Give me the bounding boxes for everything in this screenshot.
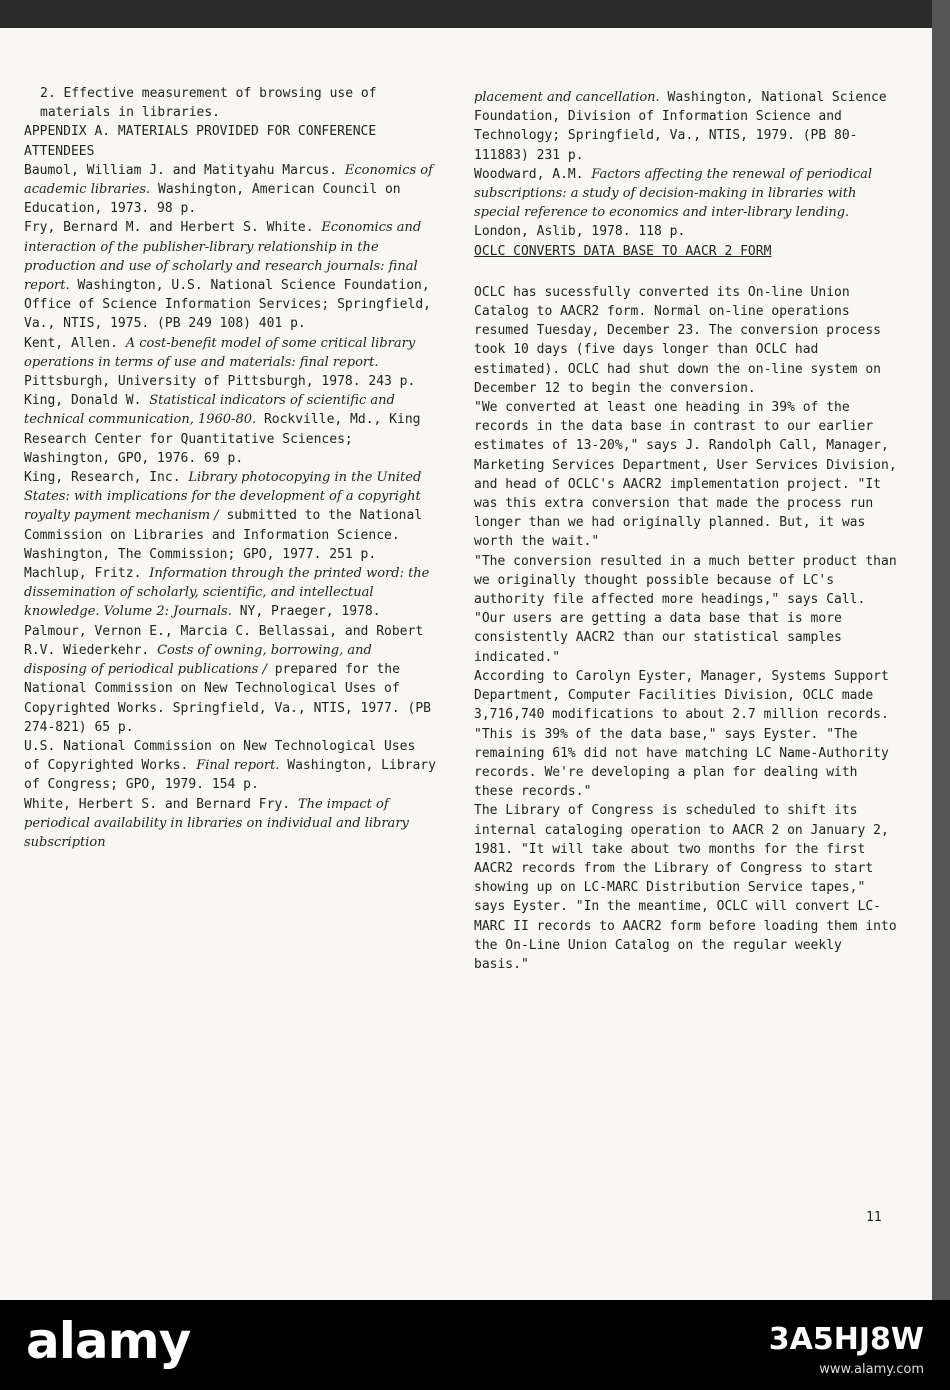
entry-author: Woodward, A.M.: [474, 166, 584, 182]
entry-title: Library photocopying in the United States: with implications for the development of a copyright royalty payment mechanism /: [24, 470, 422, 524]
alamy-logo: alamy: [26, 1312, 191, 1370]
entry-details: London, Aslib, 1978. 118 p.: [474, 224, 686, 240]
entry-author: Fry, Bernard M. and Herbert S. White.: [24, 220, 314, 236]
watermark-banner: [0, 1300, 950, 1390]
scan-top-border: [0, 0, 950, 28]
entry-details: Washington, National Science Foundation, Division of Information Science and Technology; Springfield, Va., NTIS, 1979. (PB 80-111883) 231 p.: [474, 90, 887, 163]
article-paragraph: OCLC has sucessfully converted its On-line Union Catalog to AACR2 form. Normal on-line operations resumed Tuesday, December 23. The conversion process took 10 days (five days longer than OCLC had estimated). OCLC had shut down the on-line system on December 12 to begin the conversion.: [474, 284, 881, 396]
entry-title: Economics and interaction of the publisher-library relationship in the production and use of scholarly and research journals: final report.: [24, 220, 422, 294]
article-paragraph: The Library of Congress is scheduled to shift its internal cataloging operation to AACR 2 on January 2, 1981. "It will take about two months for the first AACR2 records from the Library of Congress to start showing up on LC-MARC Distribution Service tapes," says Eyster. "In the meantime, OCLC will convert LC-MARC II records to AACR2 form before loading them into the On-Line Union Catalog on the regular weekly basis.": [474, 803, 897, 972]
entry-author: White, Herbert S. and Bernard Fry.: [24, 796, 291, 812]
article-paragraph: "We converted at least one heading in 39% of the records in the data base in contrast to our earlier estimates of 13-20%," says J. Randolph Call, Manager, Marketing Services Department, User Services Division, and head of OCLC's AACR2 implementation project. "It was this extra conversion that made the process run longer than we had originally planned. But, it was worth the wait.": [474, 400, 897, 550]
entry-author: King, Research, Inc.: [24, 470, 181, 486]
entry-details: prepared for the National Commission on New Technological Uses of Copyrighted Works. Springfield, Va., NTIS, 1977. (PB 274-821) 65 p.: [24, 662, 431, 735]
entry-author: Kent, Allen.: [24, 335, 118, 351]
entry-author: U.S. National Commission on New Technological Uses of Copyrighted Works.: [24, 738, 416, 774]
left-column: [24, 84, 438, 852]
bib-entry-kent: [24, 334, 438, 392]
entry-title: A cost-benefit model of some critical library operations in terms of use and materials: final report.: [24, 335, 416, 370]
entry-author: King, Donald W.: [24, 393, 142, 409]
bib-entry-continuation: [474, 88, 904, 165]
bib-entry-fry: [24, 218, 438, 333]
entry-title: Final report.: [196, 758, 280, 774]
entry-author: Machlup, Fritz.: [24, 566, 142, 582]
scan-right-border: [932, 0, 950, 1300]
bib-entry-palmour: [24, 622, 438, 737]
entry-title: Information through the printed word: the dissemination of scholarly, scientific, and intellectual knowledge. Volume 2: Journals.: [24, 566, 430, 620]
bib-entry-machlup: [24, 564, 438, 622]
bib-entry-king-donald: [24, 391, 438, 468]
list-item: 2. Effective measurement of browsing use of materials in libraries.: [40, 86, 377, 121]
entry-author: Palmour, Vernon E., Marcia C. Bellassai, and Robert R.V. Wiederkehr.: [24, 623, 424, 658]
article-paragraph: "The conversion resulted in a much better product than we originally thought possible because of LC's authority file affected more headings," says Call. "Our users are getting a data base that is more consistently AACR2 than our statistical samples indicated.": [474, 553, 897, 665]
entry-details: Pittsburgh, University of Pittsburgh, 1978. 243 p.: [24, 374, 416, 390]
entry-details: NY, Praeger, 1978.: [239, 604, 381, 620]
section-title: OCLC CONVERTS DATA BASE TO AACR 2 FORM: [474, 243, 772, 259]
entry-details: Washington, American Council on Education, 1973. 98 p.: [24, 182, 401, 217]
appendix-heading: APPENDIX A. MATERIALS PROVIDED FOR CONFERENCE ATTENDEES: [24, 124, 377, 159]
bib-entry-king-research: [24, 468, 438, 564]
page-number: 11: [866, 1210, 882, 1225]
entry-details: submitted to the National Commission on Libraries and Information Science. Washington, The Commission; GPO, 1977. 251 p.: [24, 508, 423, 562]
entry-title: Costs of owning, borrowing, and disposing of periodical publications /: [24, 642, 372, 678]
bib-entry-us-commission: [24, 737, 438, 795]
article-paragraph: According to Carolyn Eyster, Manager, Systems Support Department, Computer Facilities Division, OCLC made 3,716,740 modifications to about 2.7 million records. "This is 39% of the data base," says Eyster. "The remaining 61% did not have matching LC Name-Authority records. We're developing a plan for dealing with these records.": [474, 668, 889, 800]
bib-entry-white: [24, 795, 438, 853]
bib-entry-woodward: [474, 165, 904, 242]
entry-title: Economics of academic libraries.: [24, 162, 433, 198]
entry-title: Factors affecting the renewal of periodical subscriptions: a study of decision-making in libraries with special reference to economics and inter-library lending.: [474, 166, 873, 221]
site-url: www.alamy.com: [819, 1362, 924, 1377]
entry-title: Statistical indicators of scientific and technical communication, 1960-80.: [24, 393, 395, 428]
entry-title: placement and cancellation.: [474, 90, 660, 105]
entry-details: Washington, U.S. National Science Foundation, Office of Science Information Services; Springfield, Va., NTIS, 1975. (PB 249 108) 401 p.: [24, 278, 431, 332]
entry-details: Rockville, Md., King Research Center for Quantitative Sciences; Washington, GPO, 1976. 69 p.: [24, 412, 421, 466]
image-id: 3A5HJ8W: [768, 1322, 924, 1357]
right-column: [474, 88, 904, 974]
entry-details: Washington, Library of Congress; GPO, 1979. 154 p.: [24, 758, 436, 793]
entry-title: The impact of periodical availability in libraries on individual and library subscription: [24, 796, 409, 850]
entry-author: Baumol, William J. and Matityahu Marcus.: [24, 162, 338, 178]
bib-entry-baumol: [24, 161, 438, 219]
